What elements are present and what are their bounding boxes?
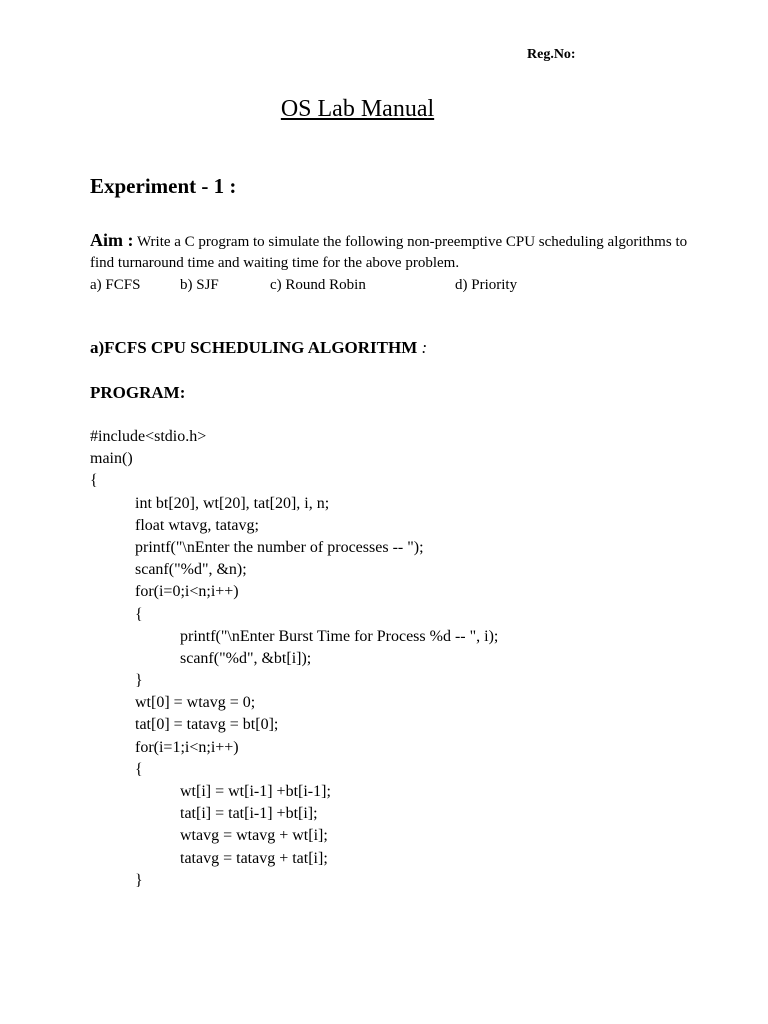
code-line: } [135, 672, 143, 690]
code-line: scanf("%d", &bt[i]); [180, 649, 312, 667]
option-round-robin: c) Round Robin [270, 277, 366, 293]
option-sjf: b) SJF [180, 277, 219, 293]
option-priority: d) Priority [455, 277, 518, 293]
page-title: OS Lab Manual [280, 96, 435, 122]
code-line: printf("\nEnter the number of processes -- "); [135, 538, 424, 556]
section-heading-suffix: : [417, 338, 428, 357]
aim-label: Aim : [90, 230, 134, 250]
code-line: scanf("%d", &n); [135, 561, 247, 579]
reg-no-label: Reg.No: [527, 47, 576, 62]
program-label: PROGRAM: [90, 383, 186, 402]
section-heading [90, 337, 427, 359]
code-line: wt[0] = wtavg = 0; [135, 694, 256, 712]
code-line: for(i=1;i<n;i++) [135, 738, 239, 756]
code-line: int bt[20], wt[20], tat[20], i, n; [135, 494, 330, 512]
code-line: tatavg = tatavg + tat[i]; [180, 849, 328, 867]
aim-paragraph [90, 230, 690, 274]
code-line: wt[i] = wt[i-1] +bt[i-1]; [180, 783, 331, 800]
code-line: main() [90, 450, 133, 468]
code-line: } [135, 871, 143, 889]
code-line: tat[i] = tat[i-1] +bt[i]; [180, 805, 318, 823]
experiment-heading: Experiment - 1 : [90, 174, 237, 198]
code-block [90, 426, 498, 892]
code-line: #include<stdio.h> [90, 428, 207, 445]
code-line: float wtavg, tatavg; [135, 516, 259, 534]
code-line: for(i=0;i<n;i++) [135, 583, 239, 601]
aim-text: Write a C program to simulate the following non-preemptive CPU scheduling algorithms to find turnaround time and waiting time for the above problem. [90, 234, 688, 271]
code-line: printf("\nEnter Burst Time for Process %d -- ", i); [180, 627, 499, 645]
code-line: { [135, 760, 143, 778]
option-fcfs: a) FCFS [90, 277, 141, 293]
code-line: wtavg = wtavg + wt[i]; [180, 827, 328, 845]
algorithm-options [90, 275, 690, 295]
code-line: { [90, 472, 98, 490]
code-line: { [135, 605, 143, 623]
section-heading-text: a)FCFS CPU SCHEDULING ALGORITHM [90, 338, 418, 357]
code-line: tat[0] = tatavg = bt[0]; [135, 716, 279, 734]
